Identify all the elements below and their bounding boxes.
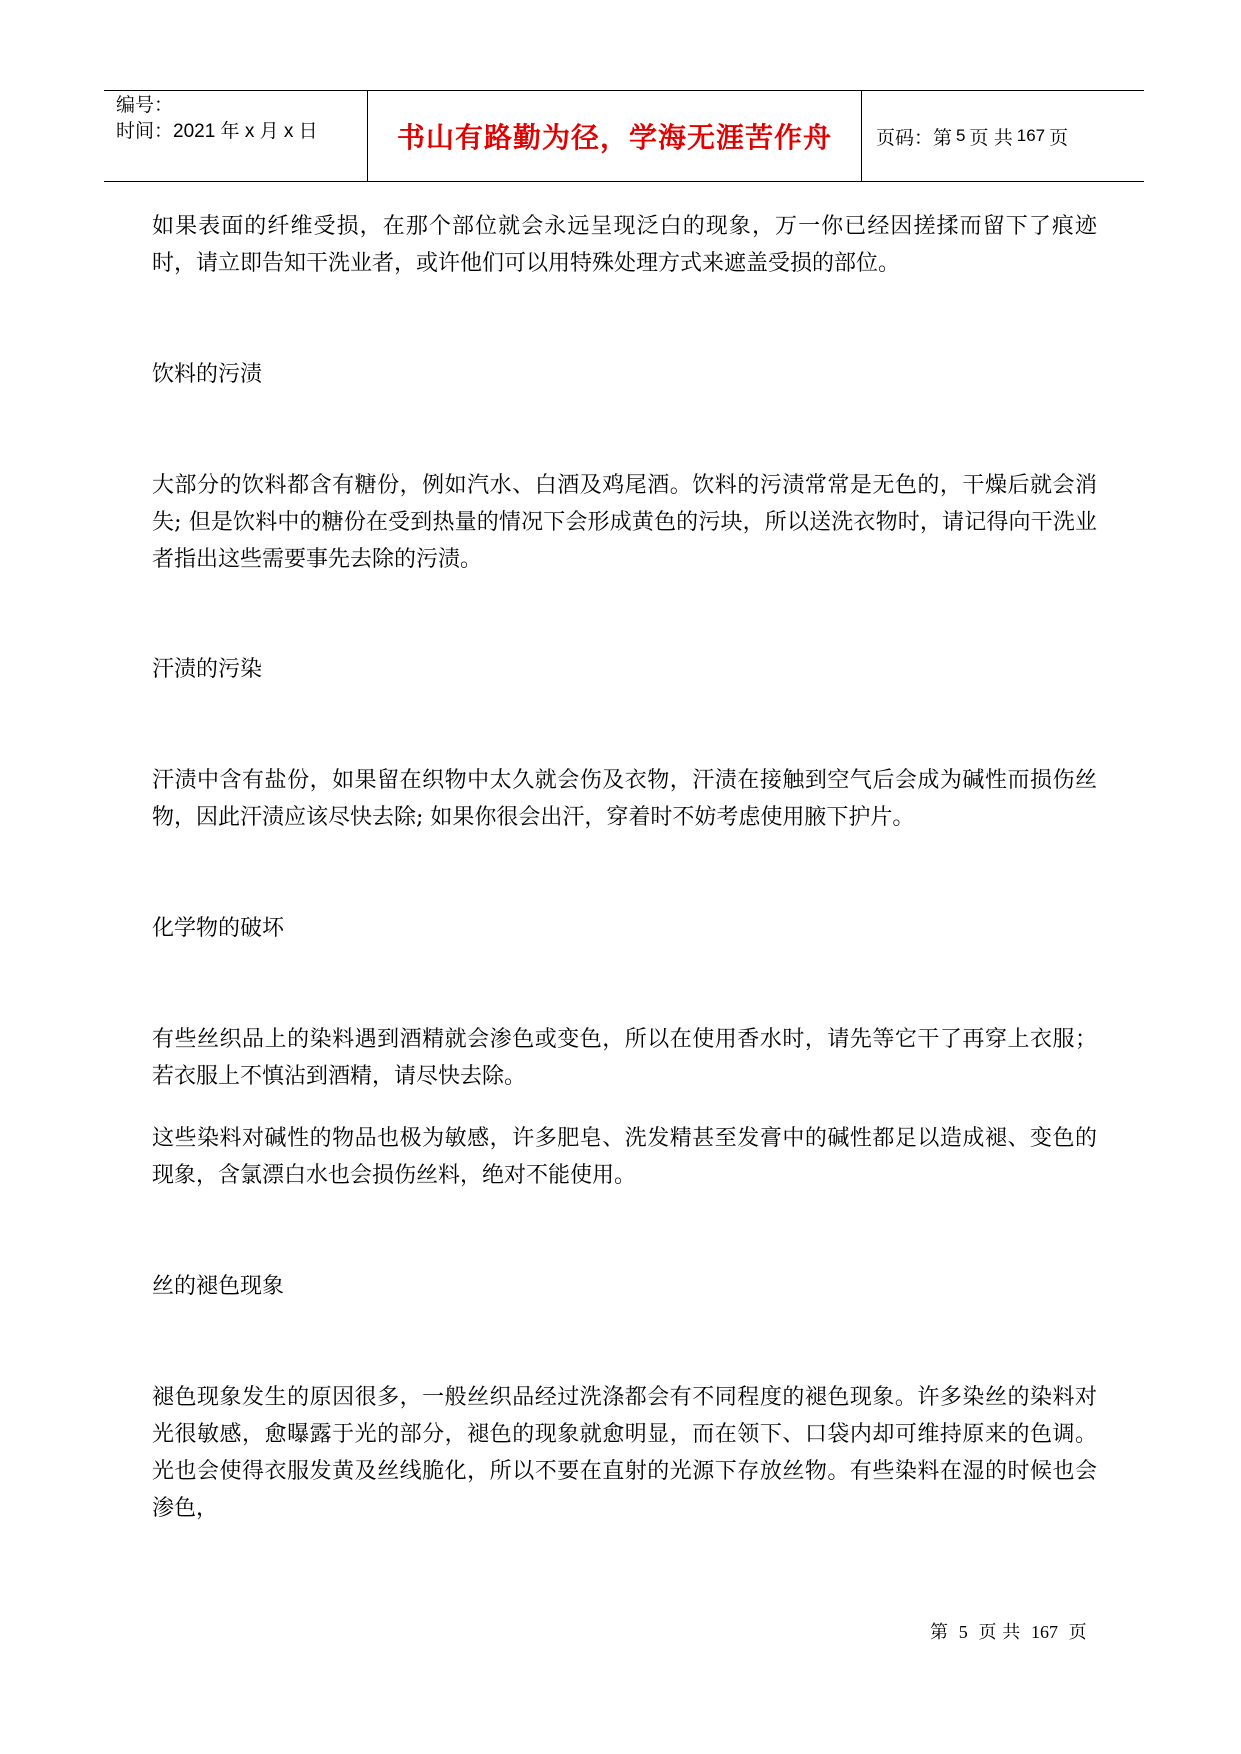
paragraph-chemical-alcohol: 有些丝织品上的染料遇到酒精就会渗色或变色，所以在使用香水时，请先等它干了再穿上衣服；若衣服上不慎沾到酒精，请尽快去除。 (152, 1027, 1097, 1089)
paragraph-beverage-stains: 大部分的饮料都含有糖份，例如汽水、白酒及鸡尾酒。饮料的污渍常常是无色的，干燥后就会消失; 但是饮料中的糖份在受到热量的情况下会形成黄色的污块，所以送洗衣物时，请记得向干洗业者指出这些需要事先去除的污渍。 (152, 473, 1097, 572)
section-heading-sweat-stains: 汗渍的污染 (152, 657, 263, 682)
page-footer (930, 1618, 1087, 1644)
document-time-label: 时间：2021 年 x 月 x 日 (116, 121, 318, 142)
header-page-current: 5 (956, 126, 966, 145)
paragraph-silk-fading: 褪色现象发生的原因很多，一般丝织品经过洗涤都会有不同程度的褪色现象。许多染丝的染料对光很敏感，愈曝露于光的部分，褪色的现象就愈明显，而在领下、口袋内却可维持原来的色调。光也会使得衣服发黄及丝线脆化，所以不要在直射的光源下存放丝物。有些染料在湿的时候也会渗色， (152, 1385, 1097, 1521)
footer-prefix: 第 (930, 1622, 948, 1643)
paragraph-sweat-stains: 汗渍中含有盐份，如果留在织物中太久就会伤及衣物，汗渍在接触到空气后会成为碱性而损伤丝物，因此汗渍应该尽快去除; 如果你很会出汗，穿着时不妨考虑使用腋下护片。 (152, 768, 1097, 830)
header-page-prefix: 页码：第 (876, 127, 953, 149)
header-page-suffix: 页 (1049, 127, 1069, 149)
footer-page-current: 5 (958, 1622, 968, 1642)
section-heading-beverage-stains: 饮料的污渍 (152, 362, 263, 387)
paragraph-fiber-damage: 如果表面的纤维受损，在那个部位就会永远呈现泛白的现象，万一你已经因搓揉而留下了痕迹时，请立即告知干洗业者，或许他们可以用特殊处理方式来遮盖受损的部位。 (152, 214, 1097, 276)
footer-page-total: 167 (1030, 1622, 1058, 1642)
header-meta-cell (104, 91, 368, 181)
footer-suffix: 页 (1068, 1622, 1087, 1643)
paragraph-chemical-alkaline: 这些染料对碱性的物品也极为敏感，许多肥皂、洗发精甚至发膏中的碱性都足以造成褪、变色的现象，含氯漂白水也会损伤丝料，绝对不能使用。 (152, 1126, 1097, 1188)
document-body (152, 208, 1097, 1527)
document-header (104, 90, 1144, 182)
section-heading-silk-fading: 丝的褪色现象 (152, 1274, 285, 1299)
footer-mid: 页 共 (978, 1622, 1021, 1643)
header-motto-cell (368, 91, 862, 181)
section-heading-chemical-damage: 化学物的破坏 (152, 916, 285, 941)
header-page-mid: 页 共 (969, 127, 1013, 149)
header-motto: 书山有路勤为径，学海无涯苦作舟 (396, 121, 832, 154)
header-page-total: 167 (1016, 126, 1046, 145)
header-page-cell (862, 91, 1144, 181)
document-number-label: 编号： (116, 95, 174, 116)
